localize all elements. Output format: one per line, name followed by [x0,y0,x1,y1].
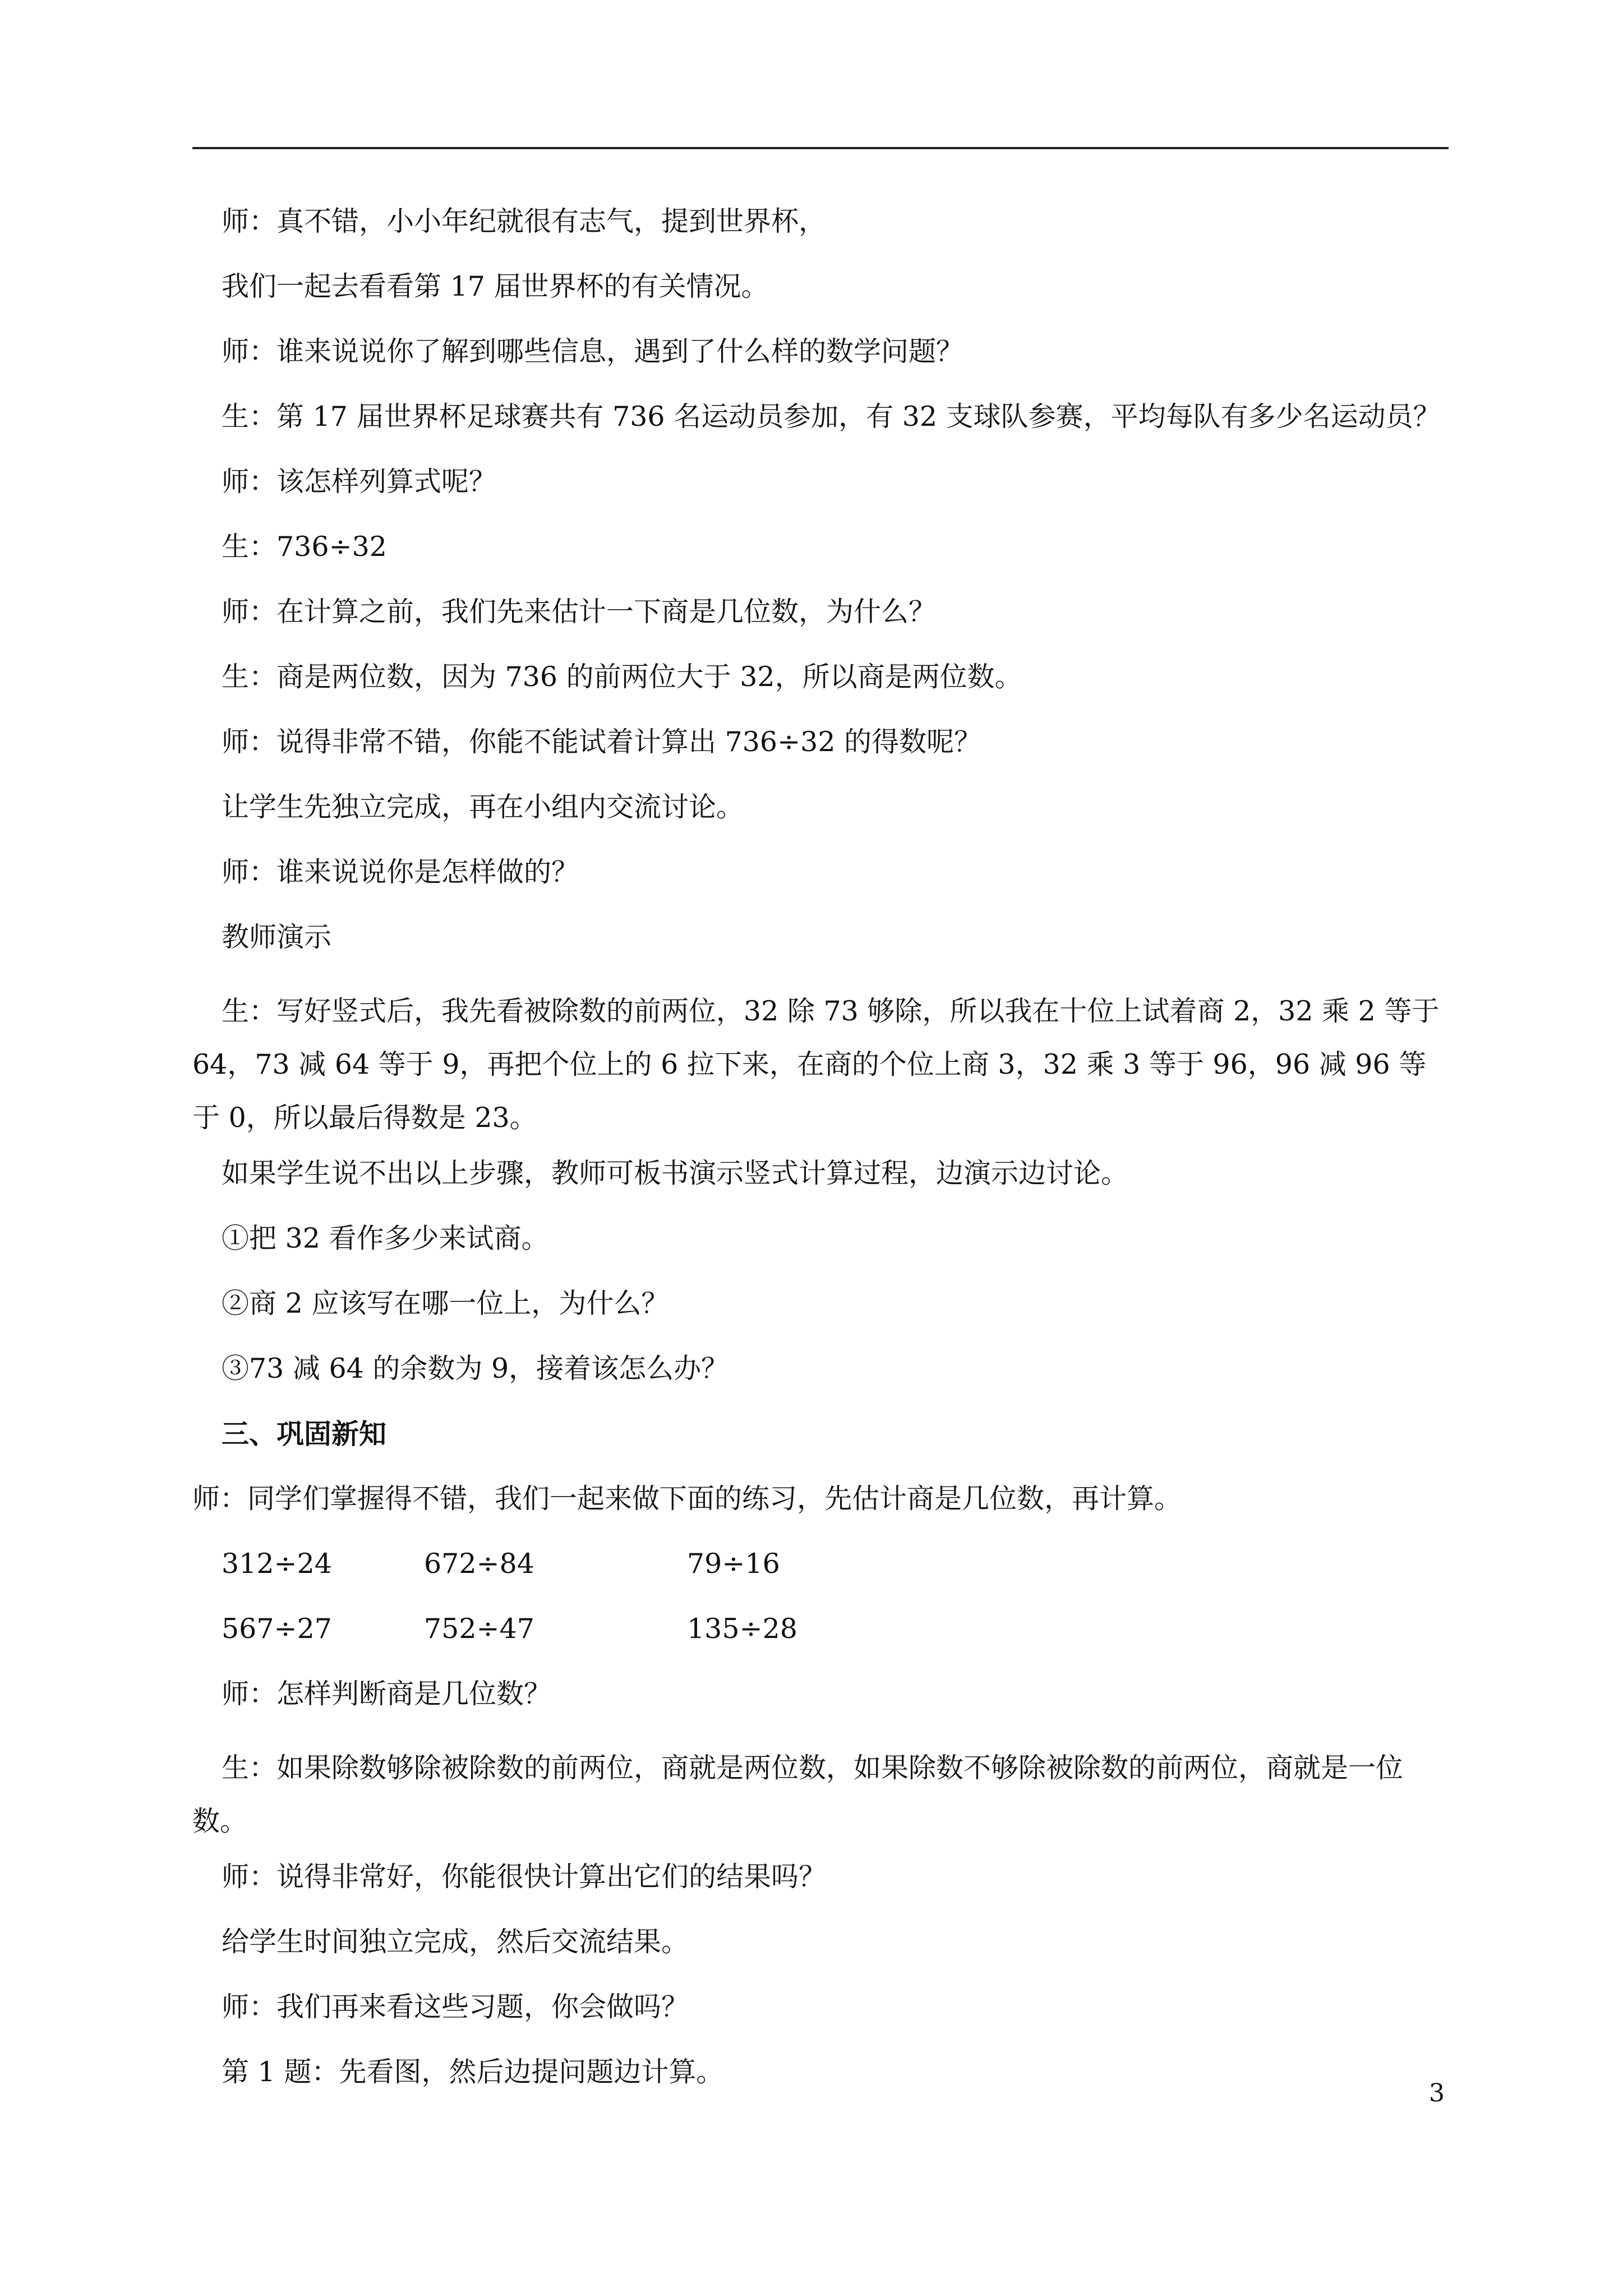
text-line: 给学生时间独立完成，然后交流结果。 [222,1926,689,1958]
page-content [192,204,1449,2119]
exercise-item: 312÷24 [222,1548,332,1580]
text-line: 师：我们再来看这些习题，你会做吗？ [222,1991,689,2023]
text-line: 师：谁来说说你了解到哪些信息，遇到了什么样的数学问题？ [222,335,964,367]
text-line: 生：第 17 届世界杯足球赛共有 736 名运动员参加，有 32 支球队参赛，平均每队有多少名运动员？ [222,401,1441,432]
text-line: ②商 2 应该写在哪一位上，为什么？ [222,1287,669,1319]
demo-paragraph: 生：写好竖式后，我先看被除数的前两位，32 除 73 够除，所以我在十位上试着商 2，32 乘 2 等于 64，73 减 64 等于 9，再把个位上的 6 拉下来，在商的个位上商 3，32 乘 3 等于 96，96 减 96 等于 0，所以最后得数是 23。 [192,995,1440,1134]
exercise-item: 79÷16 [687,1548,780,1580]
text-line: 让学生先独立完成，再在小组内交流讨论。 [222,791,744,823]
text-line: 师：真不错，小小年纪就很有志气，提到世界杯， [222,205,827,237]
header-rule [192,147,1449,149]
text-line: ①把 32 看作多少来试商。 [222,1222,549,1254]
text-line: 师：怎样判断商是几位数？ [222,1678,552,1710]
exercise-row [192,1546,1449,1611]
text-line: 生：商是两位数，因为 736 的前两位大于 32，所以商是两位数。 [222,661,1022,693]
exercise-item: 752÷47 [424,1613,534,1645]
practice-intro: 师：同学们掌握得不错，我们一起来做下面的练习，先估计商是几位数，再计算。 [192,1483,1182,1515]
text-line: 师：说得非常不错，你能不能试着计算出 736÷32 的得数呢？ [222,726,982,758]
text-line: 生：736÷32 [222,531,387,563]
text-line: 第 1 题：先看图，然后边提问题边计算。 [222,2056,724,2088]
text-line: 如果学生说不出以上步骤，教师可板书演示竖式计算过程，边演示边讨论。 [222,1157,1129,1189]
text-line: 师：谁来说说你是怎样做的？ [222,856,579,888]
text-line: 教师演示 [222,921,332,953]
text-line: ③73 减 64 的余数为 9，接着该怎么办？ [222,1352,729,1384]
text-line: 我们一起去看看第 17 届世界杯的有关情况。 [222,270,769,302]
exercise-item: 567÷27 [222,1613,332,1645]
text-line: 师：说得非常好，你能很快计算出它们的结果吗？ [222,1861,827,1893]
text-line: 师：在计算之前，我们先来估计一下商是几位数，为什么？ [222,596,937,628]
exercise-row [192,1611,1449,1676]
answer-paragraph: 生：如果除数够除被除数的前两位，商就是两位数，如果除数不够除被除数的前两位，商就是一位数。 [192,1752,1404,1837]
text-line: 师：该怎样列算式呢？ [222,466,497,498]
page-number: 3 [1429,2079,1445,2108]
exercise-item: 672÷84 [424,1548,534,1580]
section-heading: 三、巩固新知 [222,1418,387,1450]
exercise-item: 135÷28 [687,1613,797,1645]
